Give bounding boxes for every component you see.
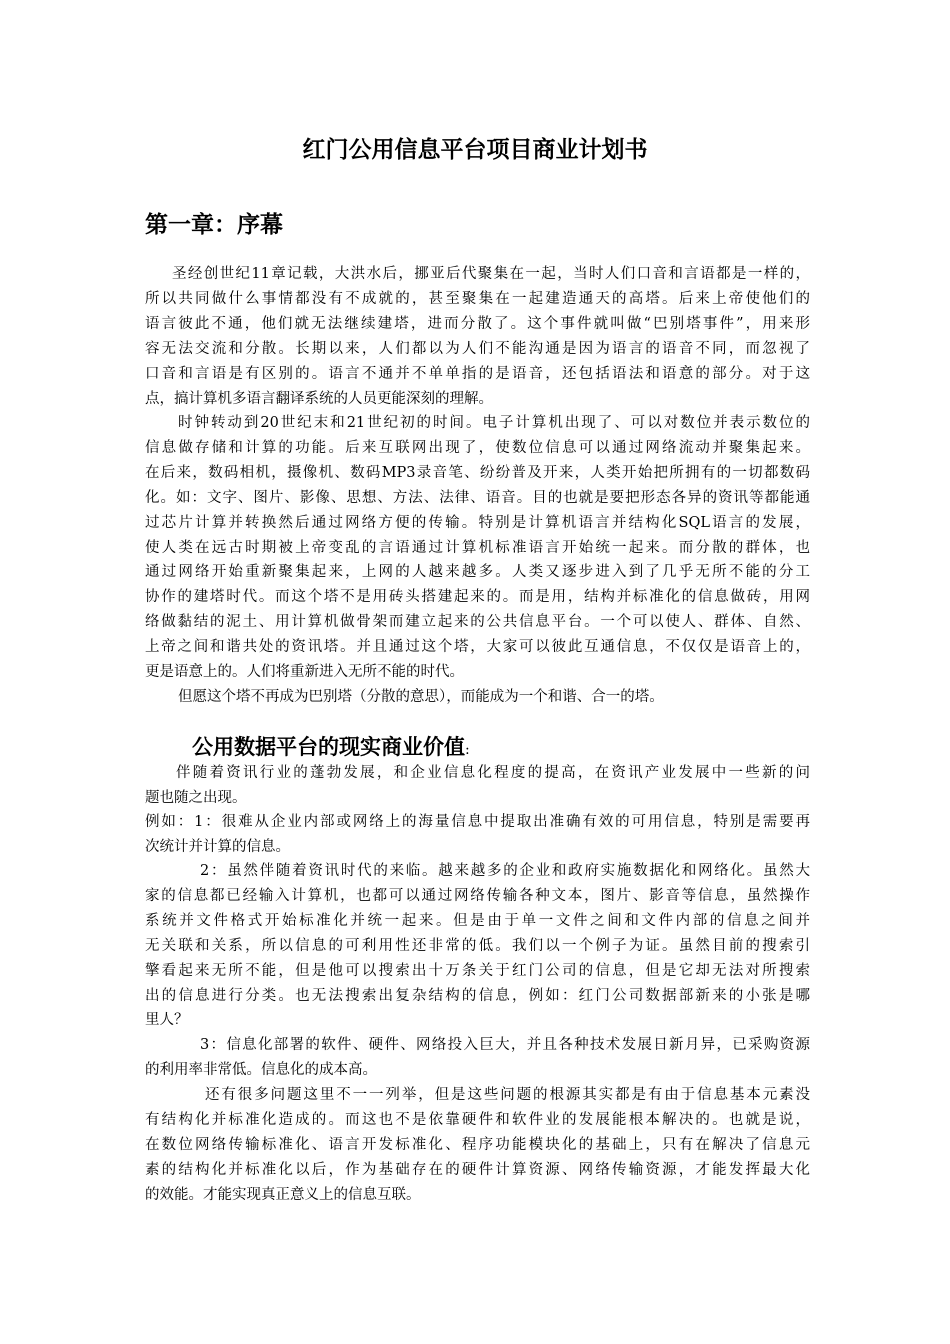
paragraph-line: 出的信息进行分类。也无法搜索出复杂结构的信息，例如：红门公司数据部新来的小张是哪	[145, 987, 810, 1004]
paragraph-line: 语言彼此不通，他们就无法继续建塔，进而分散了。这个事件就叫做“巴别塔事件”，用来形	[145, 315, 810, 332]
paragraph-line: 容无法交流和分散。长期以来，人们都以为人们不能沟通是因为语言的语音不同，而忽视了	[145, 340, 810, 357]
paragraph-1	[145, 262, 810, 411]
paragraph-line: 使人类在远古时期被上帝变乱的言语通过计算机标准语言开始统一起来。而分散的群体，也	[145, 539, 810, 556]
paragraph-2	[145, 411, 810, 685]
section-heading-text: 公用数据平台的现实商业价值	[192, 734, 465, 759]
paragraph-4	[145, 761, 810, 811]
paragraph-line: 在后来，数码相机，摄像机、数码MP3录音笔、纷纷普及开来，人类开始把所拥有的一切都数码	[145, 464, 810, 481]
paragraph-line: 过芯片计算并转换然后通过网络方便的传输。特别是计算机语言并结构化SQL语言的发展，	[145, 514, 810, 531]
chapter-heading: 第一章：序幕	[145, 211, 283, 238]
paragraph-line: 在数位网络传输标准化、语言开发标准化、程序功能模块化的基础上，只有在解决了信息元	[145, 1136, 810, 1153]
paragraph-line: 无关联和关系，所以信息的可利用性还非常的低。我们以一个例子为证。虽然目前的搜索引	[145, 937, 810, 954]
paragraph-line: 题也随之出现。	[145, 789, 247, 806]
paragraph-line: 的利用率非常低。信息化的成本高。	[145, 1061, 377, 1078]
paragraph-line: 次统计并计算的信息。	[145, 838, 290, 855]
paragraph-line: 通过网络开始重新聚集起来，上网的人越来越多。人类又逐步进入到了几乎无所不能的分工	[145, 564, 810, 581]
paragraph-line: 有结构化并标准化造成的。而这也不是依靠硬件和软件业的发展能根本解决的。也就是说，	[145, 1111, 810, 1128]
section-heading-colon: :	[465, 742, 470, 758]
paragraph-line: 家的信息都已经输入计算机，也都可以通过网络传输各种文本，图片、影音等信息，虽然操作	[145, 887, 810, 904]
paragraph-8	[145, 1083, 810, 1208]
paragraph-line: 素的结构化并标准化以后，作为基础存在的硬件计算资源、网络传输资源，才能发挥最大化	[145, 1161, 810, 1178]
paragraph-line: 伴随着资讯行业的蓬勃发展，和企业信息化程度的提高，在资讯产业发展中一些新的问	[176, 765, 810, 781]
document-title: 红门公用信息平台项目商业计划书	[302, 136, 648, 163]
paragraph-line: 上帝之间和谐共处的资讯塔。并且通过这个塔，大家可以彼此互通信息，不仅仅是语音上的，	[145, 639, 810, 656]
paragraph-line: 更是语意上的。人们将重新进入无所不能的时代。	[145, 664, 464, 681]
paragraph-line: 2：虽然伴随着资讯时代的来临。越来越多的企业和政府实施数据化和网络化。虽然大	[200, 863, 810, 879]
paragraph-6	[145, 859, 810, 1033]
paragraph-5	[145, 810, 810, 860]
paragraph-line: 所以共同做什么事情都没有不成就的，甚至聚集在一起建造通天的高塔。后来上帝使他们的	[145, 290, 810, 307]
paragraph-line: 络做黏结的泥土、用计算机做骨架而建立起来的公共信息平台。一个可以使人、群体、自然、	[145, 614, 810, 631]
paragraph-line: 协作的建塔时代。而这个塔不是用砖头搭建起来的。而是用，结构并标准化的信息做砖，用网	[145, 589, 810, 606]
paragraph-line: 系统并文件格式开始标准化并统一起来。但是由于单一文件之间和文件内部的信息之间并	[145, 912, 810, 929]
paragraph-3	[145, 685, 810, 710]
paragraph-line: 但愿这个塔不再成为巴别塔（分散的意思），而能成为一个和谐、合一的塔。	[178, 689, 664, 705]
paragraph-line: 3：信息化部署的软件、硬件、网络投入巨大，并且各种技术发展日新月异，已采购资源	[200, 1037, 810, 1053]
paragraph-line: 的效能。才能实现真正意义上的信息互联。	[145, 1186, 421, 1203]
paragraph-line: 擎看起来无所不能，但是他可以搜索出十万条关于红门公司的信息，但是它却无法对所搜索	[145, 962, 810, 979]
paragraph-line: 例如：1：很难从企业内部或网络上的海量信息中提取出准确有效的可用信息，特别是需要再	[145, 814, 810, 830]
paragraph-line: 时钟转动到20世纪末和21世纪初的时间。电子计算机出现了、可以对数位并表示数位的	[178, 415, 810, 431]
paragraph-line: 里人？	[145, 1012, 189, 1029]
paragraph-line: 还有很多问题这里不一一列举，但是这些问题的根源其实都是有由于信息基本元素没	[205, 1087, 810, 1103]
paragraph-line: 圣经创世纪11章记载，大洪水后，挪亚后代聚集在一起，当时人们口音和言语都是一样的，	[172, 266, 810, 282]
paragraph-line: 口音和言语是有区别的。语言不通并不单单指的是语音，还包括语法和语意的部分。对于这	[145, 365, 810, 382]
paragraph-line: 化。如：文字、图片、影像、思想、方法、法律、语音。目的也就是要把形态各异的资讯等都能通	[145, 489, 810, 506]
paragraph-7	[145, 1033, 810, 1083]
paragraph-line: 点，搞计算机多语言翻译系统的人员更能深刻的理解。	[145, 390, 493, 407]
paragraph-line: 信息做存储和计算的功能。后来互联网出现了，使数位信息可以通过网络流动并聚集起来。	[145, 439, 810, 456]
